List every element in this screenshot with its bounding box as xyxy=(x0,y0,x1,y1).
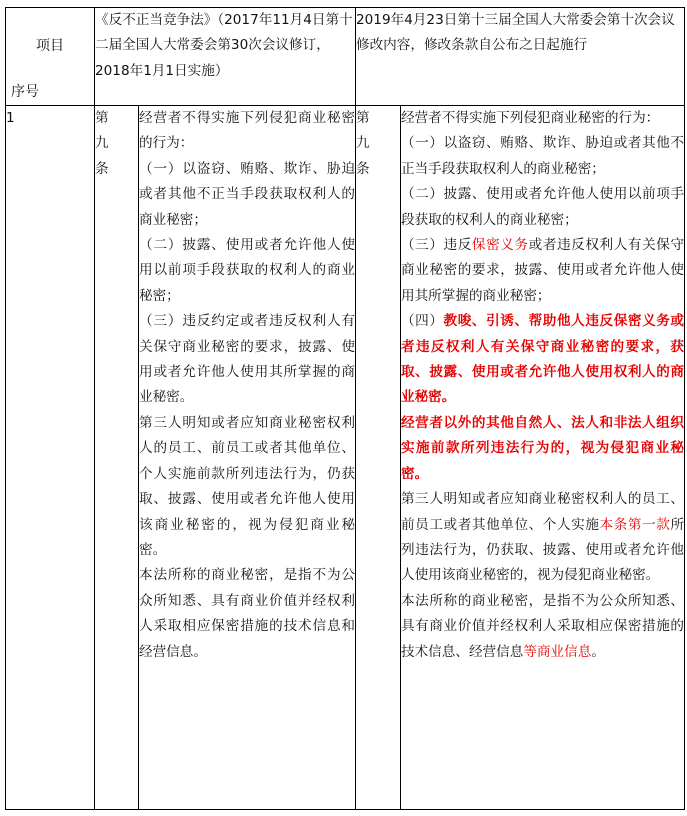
header-new-law-title: 2019年4月23日第十三届全国人大常委会第十次会议修改内容，修改条款自公布之日起施行 xyxy=(356,8,685,106)
old-paragraph: 第三人明知或者应知商业秘密权利人的员工、前员工或者其他单位、个人实施前款所列违法行为，仍获取、披露、使用或者允许他人使用该商业秘密的，视为侵犯商业秘密。 xyxy=(139,414,355,558)
new-text: 或者违反权利人有关保守商业秘密的要求，披露、使用或者允许他人使用其所掌握的商业秘密； xyxy=(401,237,685,304)
new-text: （四） xyxy=(401,313,444,330)
table-header-row xyxy=(6,8,685,106)
new-paragraph xyxy=(401,233,684,309)
new-paragraph xyxy=(401,309,684,411)
old-paragraph: （三）违反约定或者违反权利人有关保守商业秘密的要求，披露、使用或者允许他人使用其所掌握的商业秘密。 xyxy=(139,313,355,406)
added-text: 教唆、引诱、帮助他人违反保密义务或者违反权利人有关保守商业秘密的要求，获取、披露、使用或者允许他人使用权利人的商业秘密。 xyxy=(401,313,685,406)
table-row xyxy=(6,106,685,810)
header-item-seq-cell xyxy=(6,8,95,106)
row-number: 1 xyxy=(6,106,95,810)
new-text: 本法所称的商业秘密，是指不为公众所知悉、具有商业价值并经权利人采取相应保密措施的技术信息、经营信息 xyxy=(401,592,685,660)
old-paragraph: 经营者不得实施下列侵犯商业秘密的行为： xyxy=(139,110,355,152)
new-text: （三）违反 xyxy=(401,237,472,254)
new-paragraph: （二）披露、使用或者允许他人使用以前项手段获取的权利人的商业秘密； xyxy=(401,186,685,228)
header-seq-label: 序号 xyxy=(11,84,39,100)
new-text: 所列违法行为，仍获取、披露、使用或者允许他人使用该商业秘密的，视为侵犯商业秘密。 xyxy=(401,516,685,584)
new-paragraph xyxy=(401,487,684,589)
header-item-label: 项目 xyxy=(36,38,64,54)
new-article-text xyxy=(401,106,685,810)
old-paragraph: 本法所称的商业秘密，是指不为公众所知悉、具有商业价值并经权利人采取相应保密措施的技术信息和经营信息。 xyxy=(139,567,355,660)
new-paragraph xyxy=(401,589,684,665)
new-text: 。 xyxy=(591,643,605,660)
amended-text: 保密义务 xyxy=(471,237,529,254)
new-article-number xyxy=(356,106,401,810)
header-old-law-title: 《反不正当竞争法》（2017年11月4日第十二届全国人大常委会第30次会议修订，2018年1月1日实施） xyxy=(95,8,356,106)
old-article-number xyxy=(95,106,139,810)
old-article-label: 第九条 xyxy=(95,110,109,177)
old-paragraph: （二）披露、使用或者允许他人使用以前项手段获取的权利人的商业秘密； xyxy=(139,237,355,304)
old-paragraph: （一）以盗窃、贿赂、欺诈、胁迫或者其他不正当手段获取权利人的商业秘密； xyxy=(139,160,355,228)
new-text: 第三人明知或者应知商业秘密权利人的员工、前员工或者其他单位、个人实施 xyxy=(401,491,685,533)
amended-text: 本条第一款 xyxy=(599,516,671,533)
added-paragraph: 经营者以外的其他自然人、法人和非法人组织实施前款所列违法行为的，视为侵犯商业秘密。 xyxy=(401,414,685,482)
new-paragraph: （一）以盗窃、贿赂、欺诈、胁迫或者其他不正当手段获取权利人的商业秘密； xyxy=(401,135,685,177)
new-article-label: 第九条 xyxy=(356,110,370,177)
new-paragraph: 经营者不得实施下列侵犯商业秘密的行为： xyxy=(401,110,660,126)
amended-text: 等商业信息 xyxy=(523,643,592,660)
law-comparison-table xyxy=(5,7,685,810)
old-article-text xyxy=(139,106,356,810)
